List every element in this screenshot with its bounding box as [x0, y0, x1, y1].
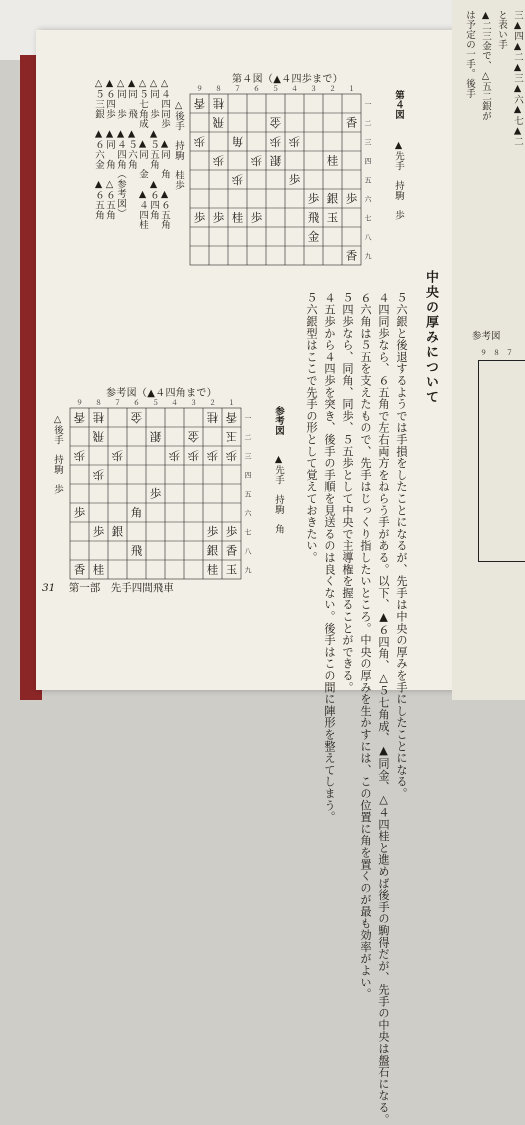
sente-piece: 歩 — [225, 524, 238, 539]
column-label: ２ — [329, 85, 336, 93]
sente-piece: 香 — [225, 543, 238, 558]
sente-piece: 桂 — [326, 153, 339, 168]
row-label: 四 — [364, 157, 372, 166]
column-label: ５ — [152, 399, 159, 407]
gote-piece: 歩 — [193, 134, 206, 149]
gote-piece: 桂 — [92, 410, 105, 425]
gote-piece: 玉 — [225, 429, 238, 444]
next-page-line: は予定の一手。後手 — [464, 10, 475, 99]
row-label: 七 — [244, 528, 252, 537]
gote-piece: 飛 — [92, 429, 105, 444]
row-label: 一 — [244, 414, 252, 423]
gote-piece: 歩 — [231, 172, 244, 187]
sente-piece: 飛 — [307, 210, 320, 225]
running-title: 第一部 先手四間飛車 — [68, 582, 174, 594]
move-line: △５三銀 ▲６六金 ▲６五角 — [93, 78, 104, 220]
sente-piece: 角 — [130, 505, 143, 520]
next-page-ref-label: 参考図 — [472, 331, 501, 342]
row-label: 二 — [364, 119, 372, 128]
sente-piece: 歩 — [92, 524, 105, 539]
gote-piece: 歩 — [73, 448, 86, 463]
next-page-col-labels: ９８７ — [480, 349, 519, 357]
column-label: １ — [348, 85, 355, 93]
ref-figure-board — [66, 396, 271, 586]
row-label: 九 — [364, 252, 372, 261]
sente-piece: 香 — [73, 562, 86, 577]
body-paragraph: ４五歩から４四歩を突き、後手の手順を見送るのは良くない。後手はこの間に陣形を整えてしまう。 — [323, 292, 336, 823]
figure4-gote-hand: △後手 持駒 桂歩 — [173, 100, 184, 190]
gote-piece: 香 — [193, 96, 206, 111]
sente-piece: 歩 — [73, 505, 86, 520]
next-page-line: 三▲四▲二▲三▲六▲七▲二 — [512, 10, 523, 147]
move-line: △同 歩 ▲５五角 ▲６四角 — [148, 78, 159, 220]
next-page — [452, 0, 525, 700]
gote-piece: 銀 — [269, 153, 282, 168]
gote-piece: 歩 — [187, 448, 200, 463]
body-paragraph: ５四歩なら、同角、同歩、５五歩として中央で主導権を握ることができる。 — [341, 292, 354, 694]
body-paragraph: ５六銀と後退するようでは手損をしたことになるが、先手は中央の厚みを手にしたことになる。 — [395, 292, 408, 800]
sente-piece: 玉 — [326, 210, 339, 225]
sente-piece: 銀 — [111, 524, 124, 539]
column-label: ３ — [310, 85, 317, 93]
sente-piece: 歩 — [212, 210, 225, 225]
sente-piece: 歩 — [288, 172, 301, 187]
column-label: ３ — [190, 399, 197, 407]
sente-piece: 桂 — [231, 210, 244, 225]
column-label: ７ — [234, 85, 241, 93]
next-page-text — [456, 10, 524, 280]
column-label: １ — [228, 399, 235, 407]
column-label: ４ — [171, 399, 178, 407]
column-label: ４ — [291, 85, 298, 93]
figure4-label: 第４図 — [393, 90, 404, 120]
sente-piece: 玉 — [225, 562, 238, 577]
gote-piece: 歩 — [206, 448, 219, 463]
sente-piece: 金 — [307, 229, 320, 244]
next-page-line: と表い手 — [496, 10, 507, 50]
sente-piece: 歩 — [250, 210, 263, 225]
move-line: △４四同歩 ▲同 角 ▲６五角 — [159, 78, 170, 230]
row-label: 三 — [364, 138, 372, 147]
sente-piece: 歩 — [307, 191, 320, 206]
gote-piece: 桂 — [206, 410, 219, 425]
sente-piece: 飛 — [130, 543, 143, 558]
sente-piece: 歩 — [193, 210, 206, 225]
gote-piece: 銀 — [149, 429, 162, 444]
book-page — [36, 30, 456, 1125]
ref-figure-sente-hand: ▲先手 持駒 角 — [273, 454, 284, 534]
row-label: 六 — [244, 509, 252, 518]
next-page-line: ▲二三金で、△五二銀が — [480, 10, 491, 121]
sente-piece: 香 — [345, 115, 358, 130]
column-label: ６ — [133, 399, 140, 407]
gote-piece: 金 — [130, 410, 143, 425]
gote-piece: 歩 — [250, 153, 263, 168]
gote-piece: 歩 — [92, 467, 105, 482]
ref-figure-gote-hand: △後手 持駒 歩 — [52, 414, 63, 494]
figure4-caption: 第４図（▲４四歩まで） — [232, 74, 343, 85]
sente-piece: 銀 — [206, 543, 219, 558]
column-label: ９ — [196, 85, 203, 93]
sente-piece: 歩 — [149, 486, 162, 501]
gote-piece: 歩 — [111, 448, 124, 463]
gote-piece: 歩 — [212, 153, 225, 168]
section-heading: 中央の厚みについて — [423, 270, 438, 405]
gote-piece: 金 — [187, 429, 200, 444]
move-line: ▲６四歩 ▲同 角 △６五角 — [104, 78, 115, 220]
gote-piece: 金 — [269, 115, 282, 130]
row-label: 六 — [364, 195, 372, 204]
row-label: 一 — [364, 100, 372, 109]
figure4-sente-hand: ▲先手 持駒 歩 — [393, 140, 404, 220]
gote-piece: 飛 — [212, 115, 225, 130]
column-label: ２ — [209, 399, 216, 407]
sente-piece: 歩 — [345, 191, 358, 206]
sente-piece: 桂 — [206, 562, 219, 577]
row-label: 八 — [364, 233, 372, 242]
sente-piece: 桂 — [92, 562, 105, 577]
next-page-board-fragment — [478, 360, 525, 562]
move-line: △同 歩 ▲４四角（参考図） — [115, 78, 126, 219]
sente-piece: 銀 — [326, 191, 339, 206]
ref-figure-label: 参考図 — [273, 406, 284, 436]
column-label: ８ — [95, 399, 102, 407]
ref-figure-caption: 参考図（▲４四角まで） — [106, 388, 217, 399]
gote-piece: 歩 — [225, 448, 238, 463]
move-line: △５七角成 ▲同 金 ▲４四桂 — [137, 78, 148, 230]
gote-piece: 歩 — [269, 134, 282, 149]
body-paragraph: ４四同歩なら、６五角で左右両方をねらう手がある。以下、▲６四角、△５七角成、▲同金、△４四桂と進めば後手の駒得だが、先手の中央は盤石になる。 — [377, 292, 390, 1125]
column-label: ５ — [272, 85, 279, 93]
column-label: ８ — [215, 85, 222, 93]
row-label: 九 — [244, 566, 252, 575]
row-label: 三 — [244, 452, 252, 461]
sente-piece: 歩 — [206, 524, 219, 539]
move-line: ▲同 飛 ▲５六角 — [126, 78, 137, 170]
gote-piece: 香 — [73, 410, 86, 425]
column-label: ９ — [76, 399, 83, 407]
row-label: 二 — [244, 433, 252, 442]
row-label: 七 — [364, 214, 372, 223]
body-paragraph: ５六銀型はここで先手の形として覚えておきたい。 — [305, 292, 318, 564]
gote-piece: 歩 — [288, 134, 301, 149]
row-label: 五 — [244, 490, 252, 499]
gote-piece: 香 — [225, 410, 238, 425]
gote-piece: 桂 — [212, 96, 225, 111]
folio — [42, 580, 174, 595]
column-label: ６ — [253, 85, 260, 93]
row-label: 八 — [244, 547, 252, 556]
page-number: 31 — [42, 582, 56, 594]
sente-piece: 香 — [345, 248, 358, 263]
body-paragraph: ６六角は５五を支えたもので、先手はじっくり指したいところ。中央の厚みを生かすには、この位置に角を置くのが最も効率がよい。 — [359, 292, 372, 1000]
gote-piece: 角 — [231, 134, 244, 149]
row-label: 五 — [364, 176, 372, 185]
gote-piece: 歩 — [168, 448, 181, 463]
move-list — [93, 78, 171, 248]
row-label: 四 — [244, 471, 252, 480]
figure4-board — [186, 82, 391, 272]
column-label: ７ — [114, 399, 121, 407]
